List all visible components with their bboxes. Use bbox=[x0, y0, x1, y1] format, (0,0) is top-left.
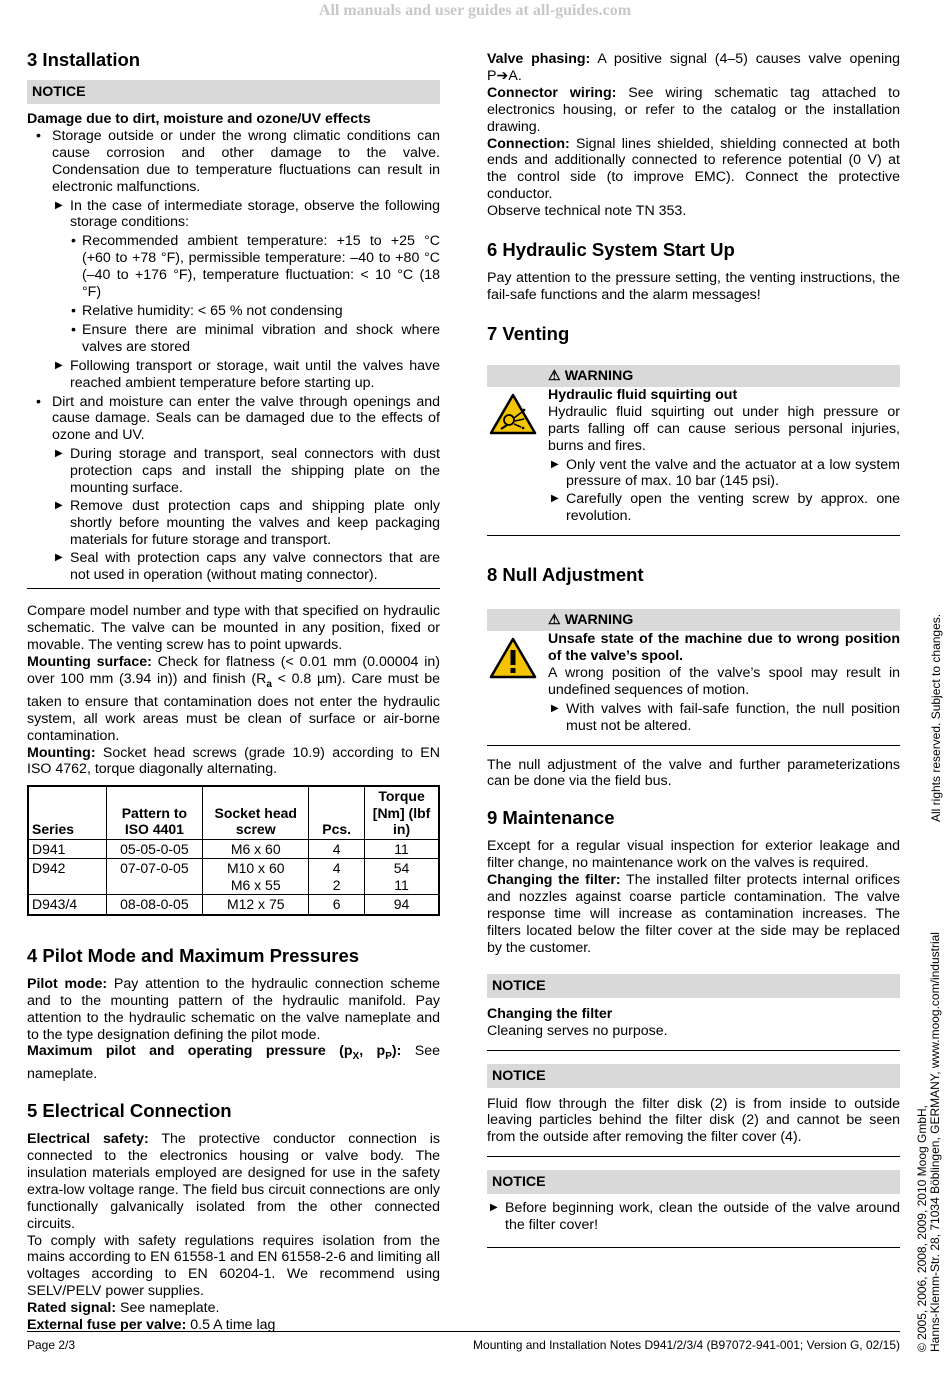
cell: M12 x 75 bbox=[203, 895, 309, 915]
mounting-text: Socket head screws (grade 10.9) according to EN ISO 4762, torque diagonally alternating. bbox=[27, 744, 440, 778]
changing-filter-text: The installed filter protects internal orifices and nozzles against coarse particle contamination. The valve response time will increase as contamination increases. The filters located below the filter cover at the side may be replaced by the customer. bbox=[487, 872, 900, 956]
null-adjustment-text: The null adjustment of the valve and further parameterizations can be done via the field bus. bbox=[487, 756, 900, 790]
mounting-surface-text-2: < 0.8 µm). Care must be taken to ensure that contamination does not enter the hydraulic system, all work areas must be clean of surface or air-borne contamination. bbox=[27, 671, 440, 744]
cell: 94 bbox=[365, 895, 439, 915]
warning-body bbox=[487, 387, 900, 536]
electrical-safety-paragraph bbox=[27, 1131, 440, 1232]
warning-text: A wrong position of the valve’s spool may result in undefined sequences of motion. bbox=[548, 664, 900, 698]
cell: 11 bbox=[365, 839, 439, 859]
torque-table bbox=[27, 785, 440, 916]
roughness-subscript: a bbox=[266, 678, 272, 690]
header-screw: Socket head screw bbox=[203, 786, 309, 839]
action-item: ▶ Only vent the valve and the actuator at a low system pressure of max. 10 bar (145 psi). bbox=[548, 457, 900, 491]
header-series: Series bbox=[28, 786, 106, 839]
external-fuse-label: External fuse per valve: bbox=[27, 1317, 187, 1334]
section-9-title: 9 Maintenance bbox=[487, 807, 615, 829]
fluid-squirt-hazard-icon bbox=[489, 393, 537, 435]
list-item bbox=[27, 394, 440, 584]
cell: 07-07-0-05 bbox=[106, 859, 203, 895]
page-number: Page 2/3 bbox=[27, 1338, 76, 1352]
rated-signal-text: See nameplate. bbox=[116, 1300, 220, 1317]
action-item: ▶ Remove dust protection caps and shipping plate only shortly before mounting the valves and keep packaging materials for future storage and transport. bbox=[52, 498, 440, 549]
valve-phasing-label: Valve phasing: bbox=[487, 51, 591, 67]
technical-note: Observe technical note TN 353. bbox=[487, 203, 687, 220]
rights-notice: All rights reserved. Subject to changes. bbox=[929, 613, 943, 822]
right-column bbox=[487, 51, 900, 1248]
warning-header bbox=[487, 365, 900, 387]
copyright-line-1: © 2005, 2006, 2008, 2009, 2010 Moog GmbH, bbox=[915, 1104, 929, 1352]
notice-label: NOTICE bbox=[487, 1170, 900, 1194]
action-item: ▶ Following transport or storage, wait until the valves have reached ambient temperature before starting up. bbox=[52, 358, 440, 392]
mounting-label: Mounting: bbox=[27, 744, 96, 761]
cell: 4 bbox=[309, 839, 365, 859]
cell: 05-05-0-05 bbox=[106, 839, 203, 859]
sub-item: • Recommended ambient temperature: +15 to +25 °C (+60 to +78 °F), permissible temperature: –40 to +80 °C (–40 to +176 °F), temperature fluctuation: < 10 °C (18 °F) bbox=[70, 233, 440, 301]
changing-filter-paragraph bbox=[487, 872, 900, 957]
valve-phasing-text: A positive signal (4–5) causes valve opening P➔A. bbox=[487, 51, 900, 84]
header-pattern: Pattern to ISO 4401 bbox=[106, 786, 203, 839]
section-3-title: 3 Installation bbox=[27, 49, 141, 70]
warning-label: WARNING bbox=[564, 367, 634, 384]
section-7-title: 7 Venting bbox=[487, 322, 570, 344]
action-item: ▶ With valves with fail-safe function, the null position must not be altered. bbox=[548, 701, 900, 735]
watermark: All manuals and user guides at all-guides.com bbox=[318, 2, 632, 19]
max-pressure-text: See nameplate. bbox=[27, 1043, 440, 1083]
null-warning-box bbox=[487, 609, 900, 745]
header-torque: Torque [Nm] (lbf in) bbox=[365, 786, 439, 839]
valve-phasing-paragraph bbox=[487, 51, 900, 85]
electrical-safety-label: Electrical safety: bbox=[27, 1131, 149, 1148]
connection-label: Connection: bbox=[487, 135, 570, 152]
warning-text: Hydraulic fluid squirting out under high pressure or parts falling off can cause serious personal injuries, burns and fires. bbox=[548, 403, 900, 454]
pilot-mode-label: Pilot mode: bbox=[27, 975, 108, 992]
footer-divider bbox=[27, 1331, 900, 1332]
cell: M6 x 60 bbox=[203, 839, 309, 859]
mounting-surface-label: Mounting surface: bbox=[27, 654, 152, 671]
rated-signal-paragraph bbox=[27, 1300, 440, 1317]
connector-wiring-text: See wiring schematic tag attached to electronics housing, or refer to the catalog or the installation drawing. bbox=[487, 84, 900, 135]
storage-list bbox=[27, 128, 440, 584]
cell: D941 bbox=[28, 839, 106, 859]
warning-body bbox=[487, 631, 900, 745]
storage-heading: Damage due to dirt, moisture and ozone/UV effects bbox=[27, 111, 371, 127]
mounting-paragraph bbox=[27, 745, 440, 779]
table-row bbox=[28, 859, 439, 895]
action-item: ▶ Carefully open the venting screw by approx. one revolution. bbox=[548, 491, 900, 525]
warning-heading: Hydraulic fluid squirting out bbox=[548, 386, 738, 403]
max-pressure-paragraph bbox=[27, 1043, 440, 1083]
mounting-surface-text: Check for flatness (< 0.01 mm (0.00004 in) over 100 mm (3.94 in)) and finish (R bbox=[27, 654, 440, 688]
section-8-title: 8 Null Adjustment bbox=[487, 564, 644, 586]
action-text: In the case of intermediate storage, observe the following storage conditions: bbox=[70, 197, 440, 231]
connector-wiring-label: Connector wiring: bbox=[487, 84, 617, 101]
electrical-safety-text: The protective conductor connection is connected to the electronics housing or valve body. The insulation materials employed are designed for use in the safety extra-low voltage range. The field bus circuit connections are only functionally galvanically isolated from the other connected circuits. bbox=[27, 1131, 440, 1232]
connection-text: Signal lines shielded, shielding connected at both ends and additionally connected to reference potential (0 V) at the control side (to improve EMC). Connect the protective conductor. bbox=[487, 135, 900, 203]
startup-text: Pay attention to the pressure setting, the venting instructions, the fail-safe functions and the alarm messages! bbox=[487, 270, 900, 303]
mounting-intro: Compare model number and type with that specified on hydraulic schematic. The valve can be mounted in any position, fixed or movable. The venting screw has to point upwards. bbox=[27, 603, 440, 654]
notice-heading: Changing the filter bbox=[487, 1005, 613, 1022]
notice-box-filter bbox=[487, 974, 900, 1051]
notice-box-cleaning bbox=[487, 1170, 900, 1248]
pilot-mode-paragraph bbox=[27, 976, 440, 1044]
rated-signal-label: Rated signal: bbox=[27, 1300, 117, 1317]
action-item: ▶ Before beginning work, clean the outside of the valve around the filter cover! bbox=[487, 1200, 900, 1234]
warning-heading: Unsafe state of the machine due to wrong position of the valve’s spool. bbox=[548, 631, 900, 665]
table-header-row bbox=[28, 786, 439, 839]
external-fuse-text: 0.5 A time lag bbox=[186, 1317, 276, 1334]
changing-filter-label: Changing the filter: bbox=[487, 872, 621, 889]
sub-item: • Relative humidity: < 65 % not condensing bbox=[70, 303, 440, 320]
list-item bbox=[27, 128, 440, 392]
table-row bbox=[28, 895, 439, 915]
cell: 54 11 bbox=[365, 859, 439, 895]
notice-label: NOTICE bbox=[27, 80, 440, 104]
maintenance-text: Except for a regular visual inspection for exterior leakage and filter change, no maintenance work on the valves is required. bbox=[487, 838, 900, 872]
warning-triangle-icon: ⚠ bbox=[548, 612, 561, 629]
action-item: ▶ Seal with protection caps any valve connectors that are not used in operation (without mating connector). bbox=[52, 550, 440, 584]
cell: 6 bbox=[309, 895, 365, 915]
notice-label: NOTICE bbox=[487, 1064, 900, 1088]
warning-triangle-icon: ⚠ bbox=[548, 367, 561, 384]
cell: M10 x 60 M6 x 55 bbox=[203, 859, 309, 895]
isolation-paragraph: To comply with safety regulations requires isolation from the mains according to EN 61558-1 and EN 61558-2-6 and limiting all voltages according to EN 60204-1. We recommend using SELV/PELV power supplies. bbox=[27, 1232, 440, 1300]
connection-paragraph bbox=[487, 136, 900, 204]
notice-text: Fluid flow through the filter disk (2) is from inside to outside leaving particles behind the filter disk (2) and cannot be seen from the outside after removing the filter cover (4). bbox=[487, 1095, 900, 1146]
max-pressure-label: Maximum pilot and operating pressure ($p_X$, $p_P$): bbox=[27, 1043, 402, 1063]
notice-label: NOTICE bbox=[487, 974, 900, 998]
notice-box-installation bbox=[27, 111, 440, 589]
mounting-surface-paragraph bbox=[27, 654, 440, 744]
table-row bbox=[28, 839, 439, 859]
left-column bbox=[27, 49, 440, 1334]
copyright-line-2: Hanns-Klemm-Str. 28, 71034 Böblingen, GERMANY, www.moog.com/industrial bbox=[928, 932, 942, 1352]
sub-item: • Ensure there are minimal vibration and shock where valves are stored bbox=[70, 322, 440, 356]
exclamation-hazard-icon bbox=[489, 637, 537, 679]
notice-box-flow bbox=[487, 1064, 900, 1158]
venting-warning-box bbox=[487, 365, 900, 536]
pilot-mode-text: Pay attention to the hydraulic connection scheme and to the mounting pattern of the hydraulic manifold. Pay attention to the hydraulic schematic on the valve nameplate and to the type designation defining the pilot mode. bbox=[27, 975, 440, 1043]
bullet-text: Dirt and moisture can enter the valve through openings and cause damage. Seals can be damaged due to the effects of ozone and UV. bbox=[52, 393, 440, 444]
cell: 08-08-0-05 bbox=[106, 895, 203, 915]
notice-text: Cleaning serves no purpose. bbox=[487, 1022, 668, 1039]
cell: D942 bbox=[28, 859, 106, 895]
section-6-title: 6 Hydraulic System Start Up bbox=[487, 239, 735, 261]
section-4-title: 4 Pilot Mode and Maximum Pressures bbox=[27, 944, 360, 966]
action-item bbox=[52, 198, 440, 356]
warning-header bbox=[487, 609, 900, 631]
section-5-title: 5 Electrical Connection bbox=[27, 1100, 232, 1122]
header-pcs: Pcs. bbox=[309, 786, 365, 839]
document-reference: Mounting and Installation Notes D941/2/3/4 (B97072-941-001; Version G, 02/15) bbox=[473, 1338, 900, 1352]
warning-label: WARNING bbox=[564, 612, 634, 629]
bullet-text: Storage outside or under the wrong climatic conditions can cause corrosion and other damage to the valve. Condensation due to temperature fluctuations can result in electronic malfunctions. bbox=[52, 127, 440, 195]
cell: 4 2 bbox=[309, 859, 365, 895]
cell: D943/4 bbox=[28, 895, 106, 915]
action-item: ▶ During storage and transport, seal connectors with dust protection caps and install the shipping plate on the mounting surface. bbox=[52, 446, 440, 497]
connector-wiring-paragraph bbox=[487, 85, 900, 136]
